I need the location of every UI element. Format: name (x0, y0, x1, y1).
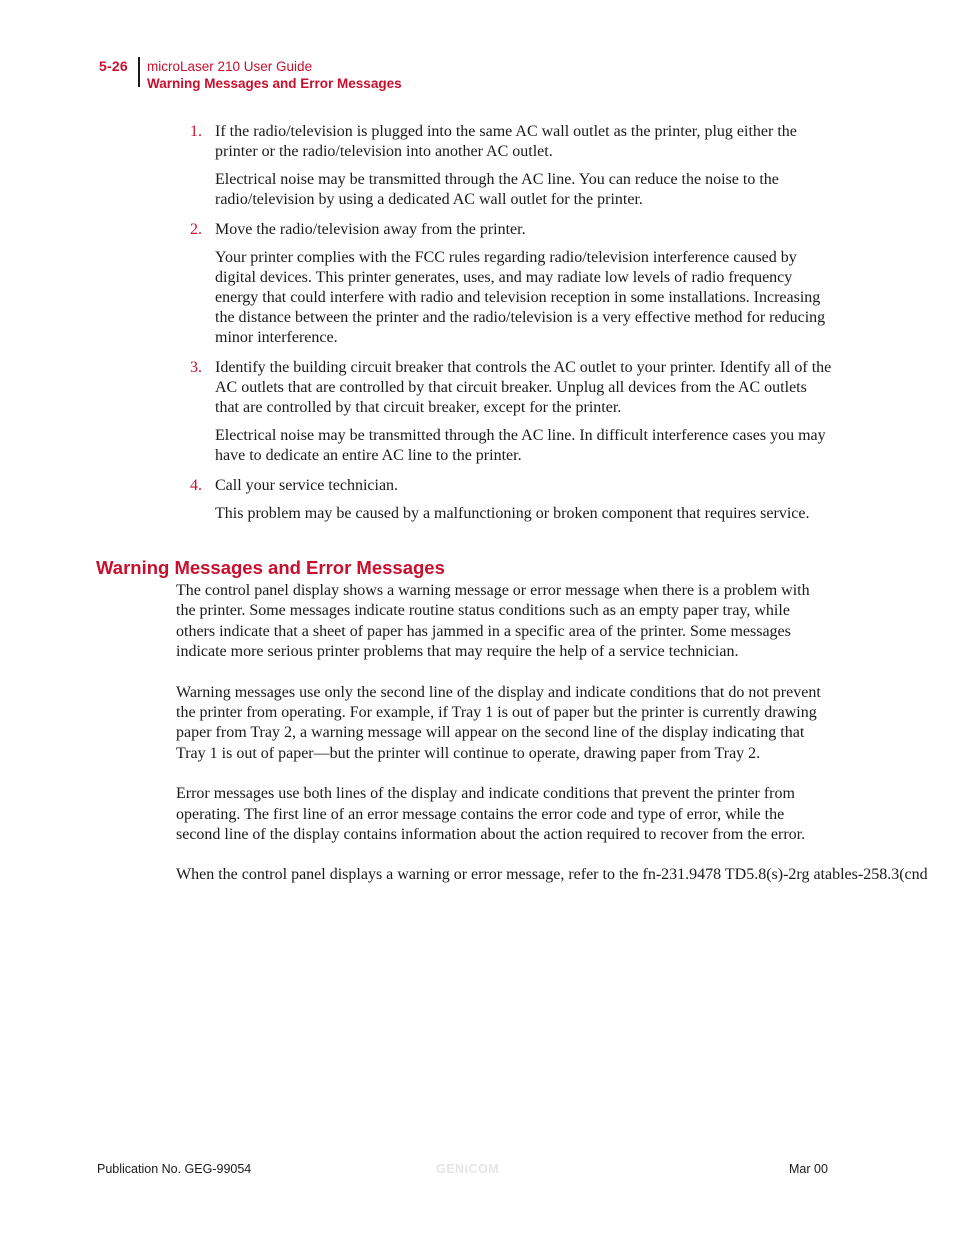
step-item (0, 476, 954, 524)
step-item (0, 358, 954, 466)
step-note: Your printer complies with the FCC rules regarding radio/television interference caused by digital devices. This printer generates, uses, and may radiate low levels of radio frequency energy that could interfere with radio and television reception in some installations. Increasing the distance between the printer and the radio/television is a very effective method for reducing minor interference. (215, 249, 826, 346)
step-item (0, 122, 954, 210)
step-text: If the radio/television is plugged into the same AC wall outlet as the printer, plug either the printer or the radio/television into another AC outlet. (215, 123, 797, 160)
troubleshooting-steps (0, 122, 954, 524)
publication-number: Publication No. GEG-99054 (97, 1162, 252, 1176)
body-paragraph: Warning messages use only the second line of the display and indicate conditions that do not prevent the printer from operating. For example, if Tray 1 is out of paper but the printer is currently drawing paper from Tray 2, a warning message will appear on the second line of the display indicating that Tray 1 is out of paper—but the printer will continue to operate, drawing paper from Tray 2. (176, 683, 821, 762)
step-number: 2. (190, 221, 202, 238)
body-paragraph: When the control panel displays a warning or error message, refer to the fn-231.9478 TD5.8(s)-2rg atables-258.3(cnd (176, 866, 928, 884)
body-paragraph: The control panel display shows a warning message or error message when there is a problem with the printer. Some messages indicate routine status conditions such as an empty paper tray, while others indicate that a sheet of paper has jammed in a specific area of the printer. Some messages indicate more serious printer problems that may require the help of a service technician. (176, 582, 810, 661)
step-item (0, 220, 954, 348)
step-number: 1. (190, 123, 202, 140)
section-heading: Warning Messages and Error Messages (96, 557, 445, 578)
header-divider (138, 57, 140, 87)
step-number: 4. (190, 477, 202, 494)
step-number: 3. (190, 359, 202, 376)
step-note: This problem may be caused by a malfunctioning or broken component that requires service. (215, 505, 810, 522)
page-number: 5-26 (99, 58, 128, 74)
step-note: Electrical noise may be transmitted through the AC line. In difficult interference cases you may have to dedicate an entire AC line to the printer. (215, 427, 826, 464)
publication-date: Mar 00 (789, 1162, 828, 1176)
page-header (0, 57, 954, 97)
brand-watermark: GENICOM (436, 1162, 500, 1176)
book-title: microLaser 210 User Guide (147, 59, 313, 74)
step-note: Electrical noise may be transmitted through the AC line. You can reduce the noise to the radio/television by using a dedicated AC wall outlet for the printer. (215, 171, 779, 208)
running-section-title: Warning Messages and Error Messages (147, 76, 402, 91)
step-text: Identify the building circuit breaker that controls the AC outlet to your printer. Identify all of the AC outlets that are controlled by that circuit breaker. Unplug all devices from the AC outlets that are controlled by that circuit breaker, except for the printer. (215, 359, 832, 416)
body-paragraph: Error messages use both lines of the display and indicate conditions that prevent the printer from operating. The first line of an error message contains the error code and type of error, while the second line of the display contains information about the action required to recover from the error. (176, 785, 806, 844)
step-text: Move the radio/television away from the printer. (215, 221, 526, 238)
section-body (176, 581, 928, 906)
step-text: Call your service technician. (215, 477, 399, 494)
